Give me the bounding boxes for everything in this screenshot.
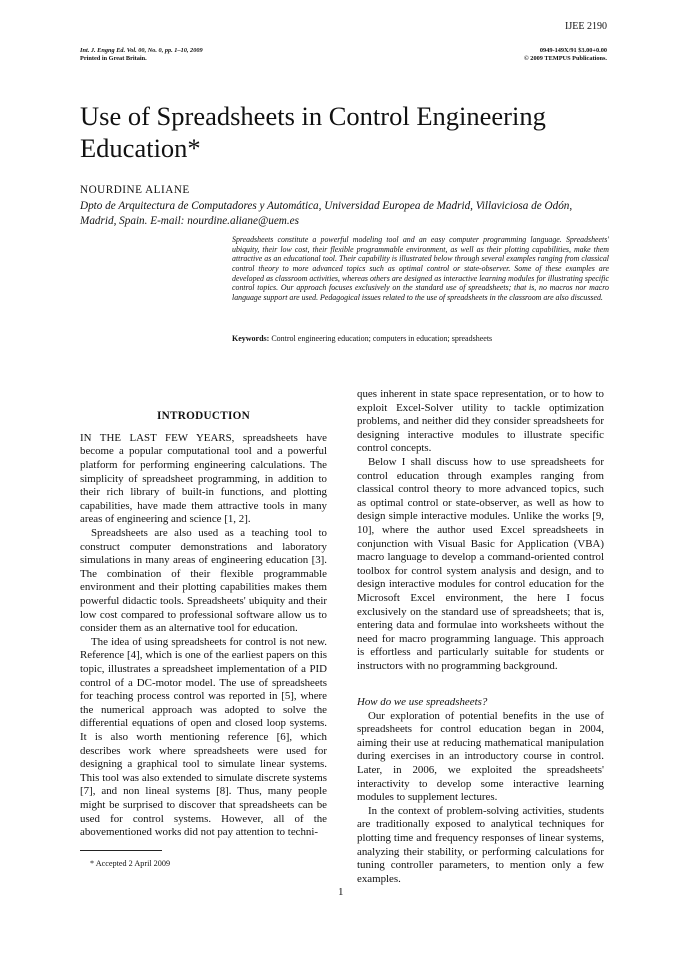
- paragraph: ques inherent in state space representation, or to how to exploit Excel-Solver utility to tackle optimization problems, and neither did they consider spreadsheets for designing interactive modules to illustrate specific control concepts.: [357, 388, 604, 455]
- citation-line: Int. J. Engng Ed. Vol. 00, No. 0, pp. 1–10, 2009: [80, 47, 203, 54]
- subsection-heading: How do we use spreadsheets?: [357, 695, 488, 708]
- paragraph: Below I shall discuss how to use spreadsheets for control education through examples ranging from classical control theory to more advanced topics, such as optimal control or state-observer, as well as how to design simple interactive modules. Unlike the works [9, 10], where the author used Excel spreadsheets in conjunction with Visual Basic for Application (VBA) macro language to develop a command-oriented control toolbox for control system analysis and design, and to design interactive modules for control education for the Microsoft Excel environment, the here I focus exclusively on the standard use of spreadsheets; that is, entering data and formulae into worksheets without the need for macro programming language. This approach is effortless and particularly suitable for students or instructors with no programming background.: [357, 455, 604, 672]
- keywords-list: Control engineering education; computers in education; spreadsheets: [271, 334, 493, 343]
- paragraph: In the context of problem-solving activities, students are traditionally exposed to analytical techniques for plotting time and frequency responses of linear systems, analyzing their stability, or performing calculations for tuning controller parameters, to mention only a few examples.: [357, 804, 604, 885]
- paper-title: Use of Spreadsheets in Control Engineering Education*: [80, 101, 546, 163]
- keywords-label: Keywords:: [232, 334, 270, 343]
- right-column: [357, 388, 604, 886]
- keywords: [232, 334, 609, 343]
- copyright-line: © 2009 TEMPUS Publications.: [524, 55, 607, 62]
- issn-block: [524, 47, 607, 63]
- author-name: NOURDINE ALIANE: [80, 184, 190, 196]
- abstract: Spreadsheets constitute a powerful modeling tool and an easy computer programming language. Spreadsheets' ubiquity, their low cost, their flexible programmable environment, as well as their plotting capabilities, make them attractive as an educational tool. Their capability is illustrated below through several examples ranging from classical control theory to more advanced topics such as optimal control or state-observer. Some of these examples are developed as classroom activities, whereas others are designed as interactive learning modules for illustrating specific control topics. Our approach focuses exclusively on the standard use of spreadsheets; that is, no macros nor macro language support are used. Pedagogical issues related to the use of spreadsheets in the classroom are also discussed.: [232, 235, 609, 302]
- paragraph: Spreadsheets are also used as a teaching tool to construct computer demonstrations and laboratory simulations in many areas of engineering education [3]. The combination of their flexible programmable environment and their plotting capabilities makes them powerful didactic tools. Spreadsheets' ubiquity and their low cost compared to professional software allow us to consider them as an alternative tool for education.: [80, 527, 327, 635]
- section-heading: INTRODUCTION: [156, 410, 251, 422]
- author-affiliation: Dpto de Arquitectura de Computadores y Automática, Universidad Europea de Madrid, Villaviciosa de Odón, Madrid, Spain. E-mail: nourdine.aliane@uem.es: [80, 200, 573, 227]
- issn-line: 0949-149X/91 $3.00+0.00: [539, 47, 607, 54]
- citation-block: [80, 47, 203, 63]
- page-number: 1: [338, 886, 344, 898]
- paragraph: Our exploration of potential benefits in the use of spreadsheets for control education began in 2004, aiming their use at reducing mathematical manipulation during exercises in an introductory course in control. Later, in 2006, we exploited the spreadsheets' interactivity to develop some interactive learning modules to supplement lectures.: [357, 709, 604, 804]
- journal-id: IJEE 2190: [565, 21, 607, 32]
- footnote: * Accepted 2 April 2009: [90, 859, 171, 868]
- printed-line: Printed in Great Britain.: [80, 55, 147, 62]
- paragraph: IN THE LAST FEW YEARS, spreadsheets have become a popular computational tool and a powerful platform for performing engineering calculations. The simplicity of spreadsheet programming, in addition to their rich library of built-in functions, and plotting capabilities, have made them attractive tools in many areas of engineering and science [1, 2].: [80, 431, 327, 526]
- paragraph: The idea of using spreadsheets for control is not new. Reference [4], which is one of the earliest papers on this topic, illustrates a spreadsheet implementation of a PID control of a DC-motor model. The use of spreadsheets for teaching process control was reported in [5], where the numerical approach was adopted to solve the differential equations of open and closed loop systems. It is also worth mentioning reference [6], which describes work where spreadsheets were used for designing a graphical tool to simulate linear systems. This tool was also extended to simulate discrete systems [7], and non lineal systems [8]. Thus, many people might be surprised to discover that spreadsheets can be used for control systems. However, all of the abovementioned works did not pay attention to techni-: [80, 635, 327, 839]
- footnote-rule: [80, 850, 162, 851]
- left-column: [80, 410, 327, 840]
